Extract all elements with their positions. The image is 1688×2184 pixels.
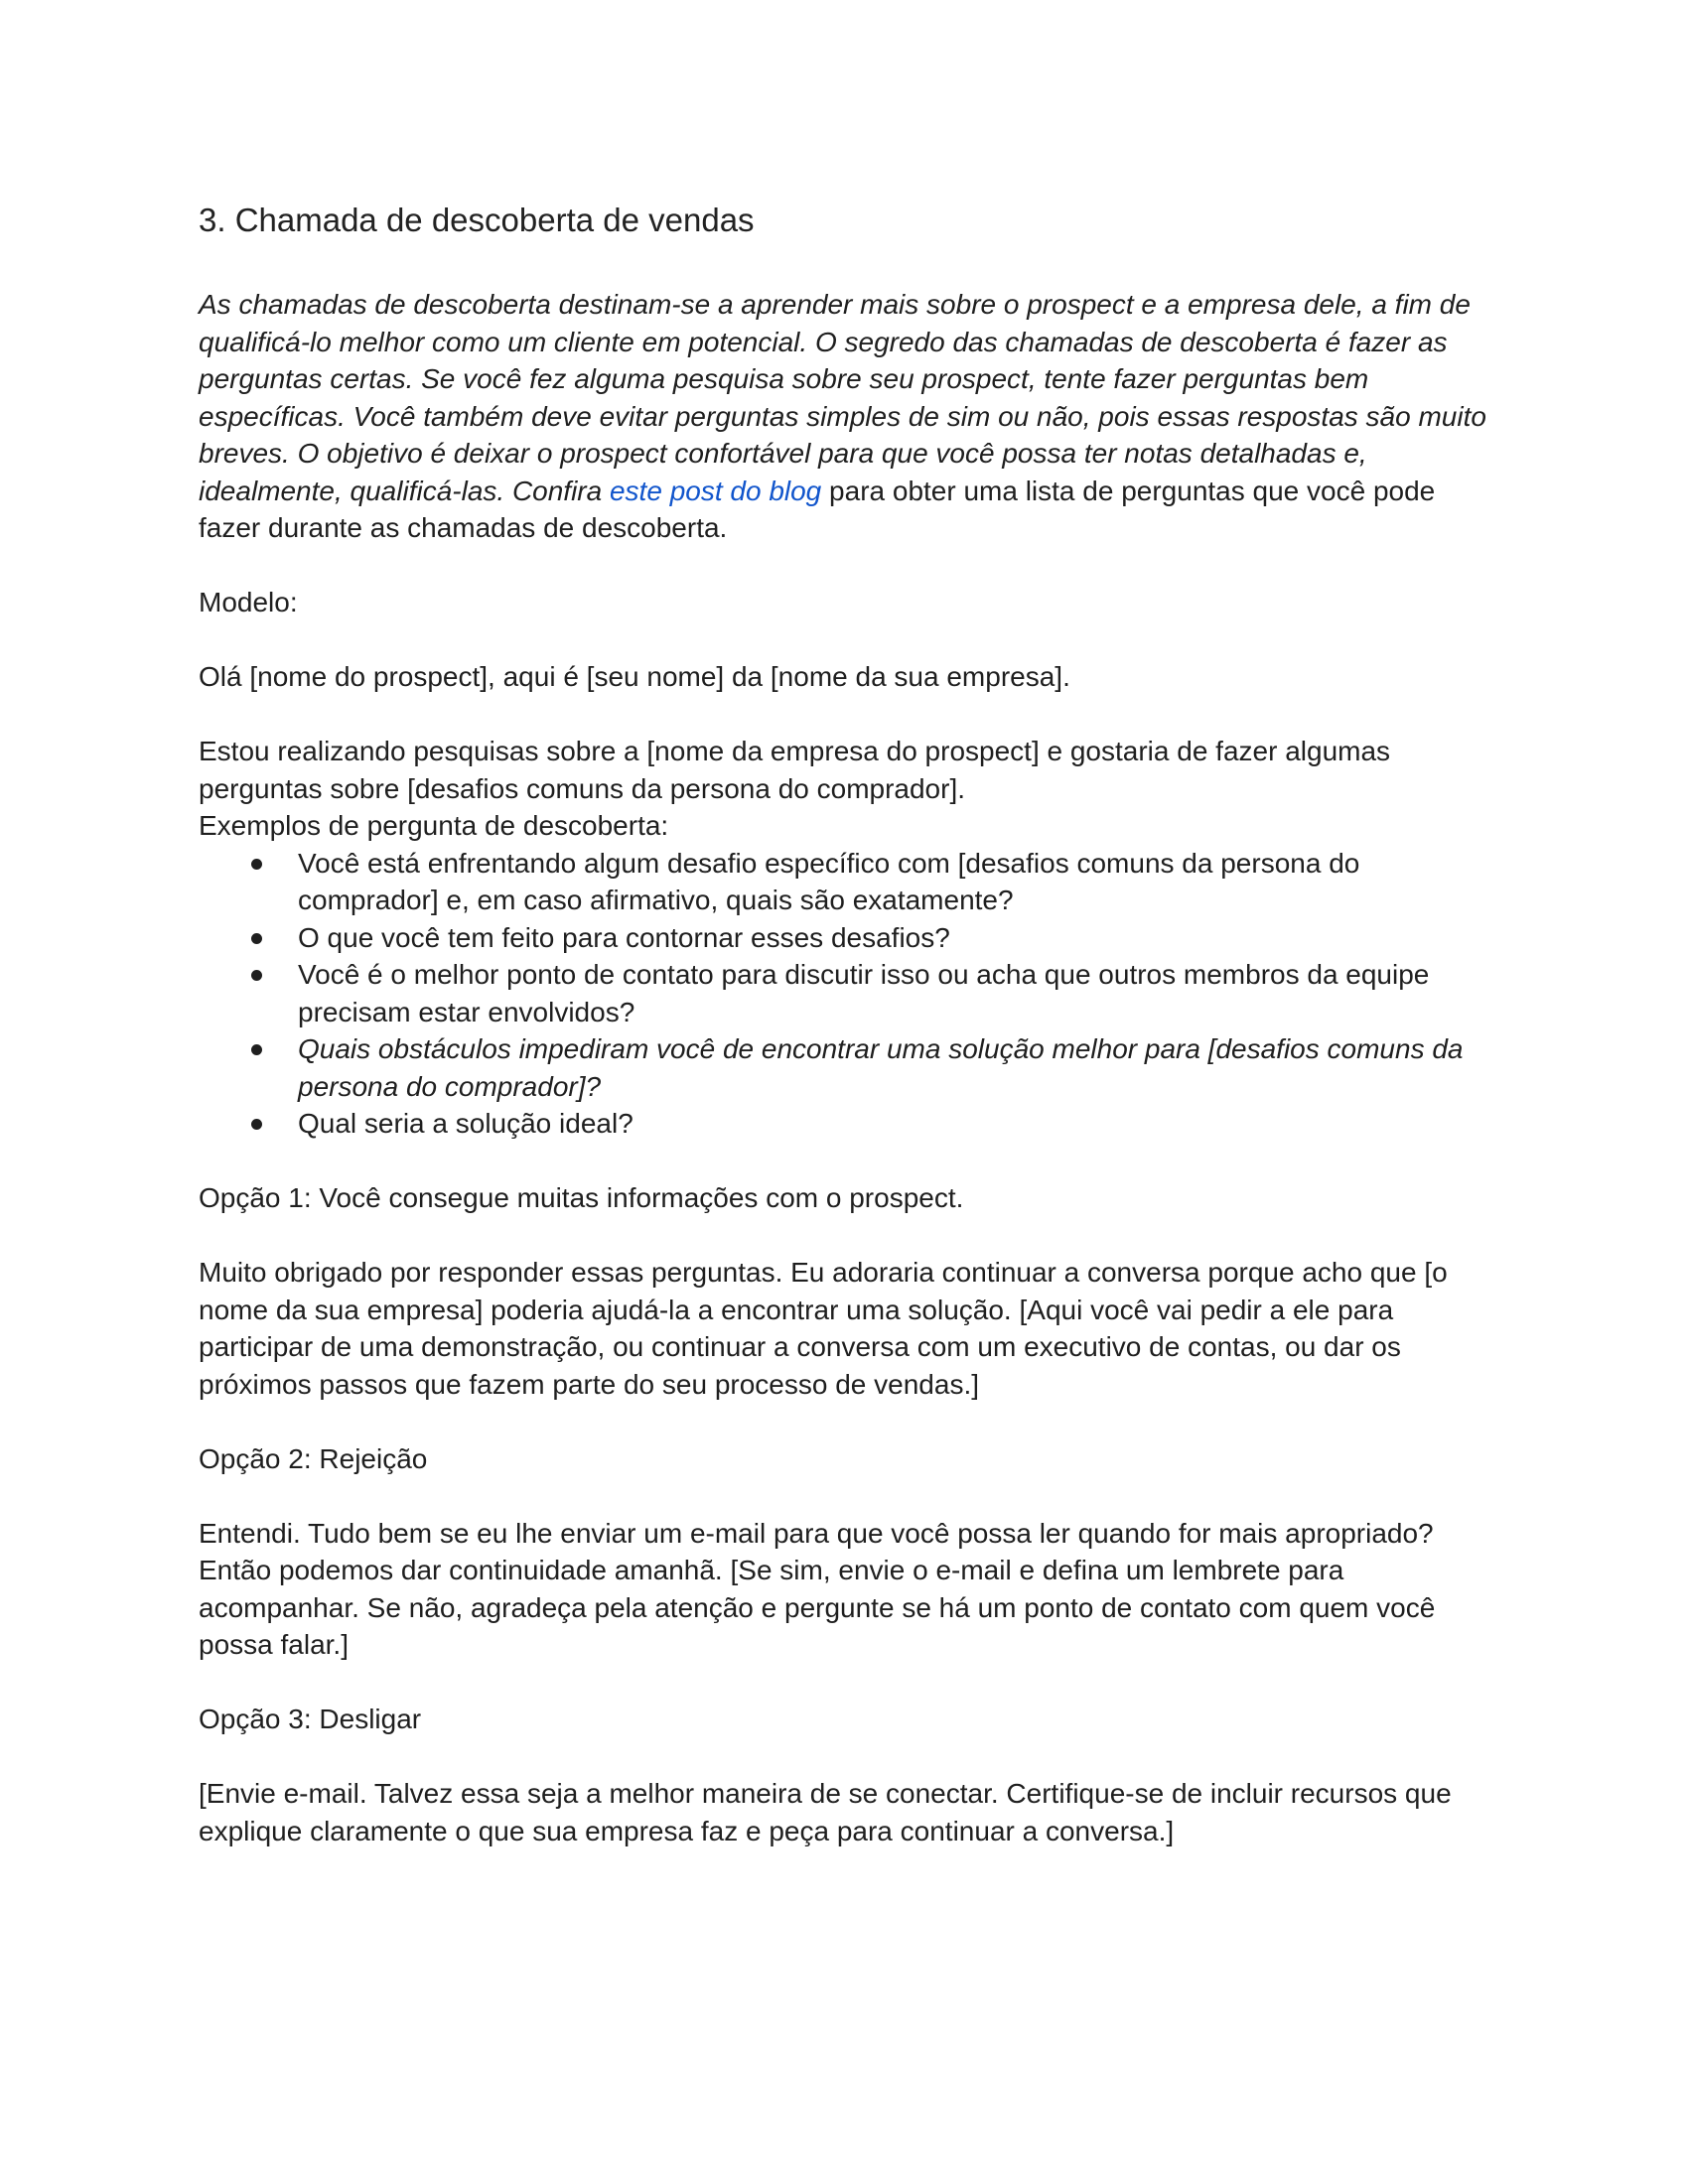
option2-label: Opção 2: Rejeição <box>199 1442 428 1474</box>
list-item: O que você tem feito para contornar esses desafios? <box>298 919 1489 957</box>
option1-label: Opção 1: Você consegue muitas informações com o prospect. <box>199 1182 964 1213</box>
option2-text: Entendi. Tudo bem se eu lhe enviar um e-mail para que você possa ler quando for mais apropriado? Então podemos dar continuidade amanhã. [Se sim, envie o e-mail e defina um lembrete para acompanhar. Se não, agradeça pela atenção e pergunte se há um ponto de contato com quem você possa falar.] <box>199 1517 1436 1660</box>
intro-after-link: para obter uma lista de perguntas que você pode fazer durante as chamadas de descoberta. <box>199 475 1436 543</box>
research-text: Estou realizando pesquisas sobre a [nome da empresa do prospect] e gostaria de fazer algumas perguntas sobre [desafios comuns da persona do comprador]. <box>199 736 1391 804</box>
list-item: Você é o melhor ponto de contato para discutir isso ou acha que outros membros da equipe precisam estar envolvidos? <box>298 956 1489 1030</box>
option3-text: [Envie e-mail. Talvez essa seja a melhor maneira de se conectar. Certifique-se de incluir recursos que explique claramente o que sua empresa faz e peça para continuar a conversa.] <box>199 1778 1452 1846</box>
option1-text: Muito obrigado por responder essas perguntas. Eu adoraria continuar a conversa porque acho que [o nome da sua empresa] poderia ajudá-la a encontrar uma solução. [Aqui você vai pedir a ele para participar de uma demonstração, ou continuar a conversa com um executivo de contas, ou dar os próximos passos que fazem parte do seu processo de vendas.] <box>199 1257 1448 1400</box>
list-item: Você está enfrentando algum desafio específico com [desafios comuns da persona do comprador] e, em caso afirmativo, quais são exatamente? <box>298 845 1489 919</box>
model-label: Modelo: <box>199 587 298 617</box>
list-item: Quais obstáculos impediram você de encontrar uma solução melhor para [desafios comuns da persona do comprador]? <box>298 1030 1489 1105</box>
discovery-questions-list <box>199 845 1489 1143</box>
section-title: 3. Chamada de descoberta de vendas <box>199 202 755 238</box>
document-page <box>199 197 1489 1849</box>
blog-post-link[interactable]: este post do blog <box>609 475 822 506</box>
intro-paragraph <box>199 286 1489 547</box>
greeting-text: Olá [nome do prospect], aqui é [seu nome] da [nome da sua empresa]. <box>199 661 1070 692</box>
option3-label: Opção 3: Desligar <box>199 1704 422 1734</box>
intro-italic-text: As chamadas de descoberta destinam-se a aprender mais sobre o prospect e a empresa dele, a fim de qualificá-lo melhor como um cliente em potencial. O segredo das chamadas de descoberta é fazer as perguntas certas. Se você fez alguma pesquisa sobre seu prospect, tente fazer perguntas bem específicas. Você também deve evitar perguntas simples de sim ou não, pois essas respostas são muito breves. O objetivo é deixar o prospect confortável para que você possa ter notas detalhadas e, idealmente, qualificá-las. Confira <box>199 289 1486 506</box>
list-item: Qual seria a solução ideal? <box>298 1105 1489 1143</box>
examples-label: Exemplos de pergunta de descoberta: <box>199 810 669 841</box>
